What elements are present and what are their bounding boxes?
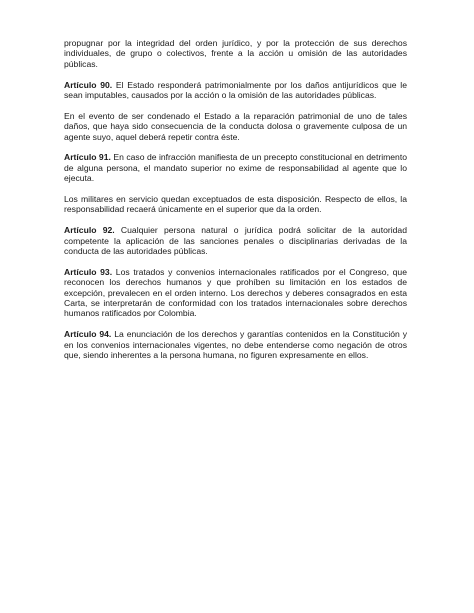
article-91-paragraph-2 xyxy=(64,194,407,215)
paragraph-text: En el evento de ser condenado el Estado a la reparación patrimonial de uno de tales daños, que haya sido consecuencia de la conducta dolosa o gravemente culposa de un agente suyo, aquel deberá repetir contra éste. xyxy=(64,110,407,142)
article-94 xyxy=(64,329,407,360)
paragraph-text: En caso de infracción manifiesta de un precepto constitucional en detrimento de alguna persona, el mandato superior no exime de responsabilidad al agente que lo ejecuta. xyxy=(64,152,407,184)
paragraph-text: Cualquier persona natural o jurídica podrá solicitar de la autoridad competente la aplicación de las sanciones penales o disciplinarias derivadas de la conducta de las autoridades públicas. xyxy=(64,225,407,257)
document-body xyxy=(64,38,407,371)
article-90-paragraph-2 xyxy=(64,111,407,142)
paragraph-text: El Estado responderá patrimonialmente por los daños antijurídicos que le sean imputables, causados por la acción o la omisión de las autoridades públicas. xyxy=(64,79,407,101)
article-heading: Artículo 91. xyxy=(64,152,111,163)
article-heading: Artículo 92. xyxy=(64,225,115,236)
paragraph-text: Los tratados y convenios internacionales ratificados por el Congreso, que reconocen los derechos humanos y que prohíben su limitación en los estados de excepción, prevalecen en el orden interno. Los derechos y deberes consagrados en esta Carta, se interpretarán de conformidad con los tratados internacionales sobre derechos humanos ratificados por Colombia. xyxy=(64,266,407,319)
paragraph-text: Los militares en servicio quedan exceptuados de esta disposición. Respecto de ellos, la responsabilidad recaerá únicamente en el superior que da la orden. xyxy=(64,194,407,215)
paragraph-text: La enunciación de los derechos y garantías contenidos en la Constitución y en los convenios internacionales vigentes, no debe entenderse como negación de otros que, siendo inherentes a la persona humana, no figuren expresamente en ellos. xyxy=(64,329,407,361)
article-90 xyxy=(64,80,407,101)
paragraph-text: propugnar por la integridad del orden jurídico, y por la protección de sus derechos individuales, de grupo o colectivos, frente a la acción u omisión de las autoridades públicas. xyxy=(64,38,407,69)
article-heading: Artículo 93. xyxy=(64,266,113,277)
article-heading: Artículo 90. xyxy=(64,79,113,90)
article-93 xyxy=(64,267,407,319)
article-91 xyxy=(64,152,407,183)
paragraph-continuation xyxy=(64,38,407,69)
article-heading: Artículo 94. xyxy=(64,329,112,340)
article-92 xyxy=(64,225,407,256)
